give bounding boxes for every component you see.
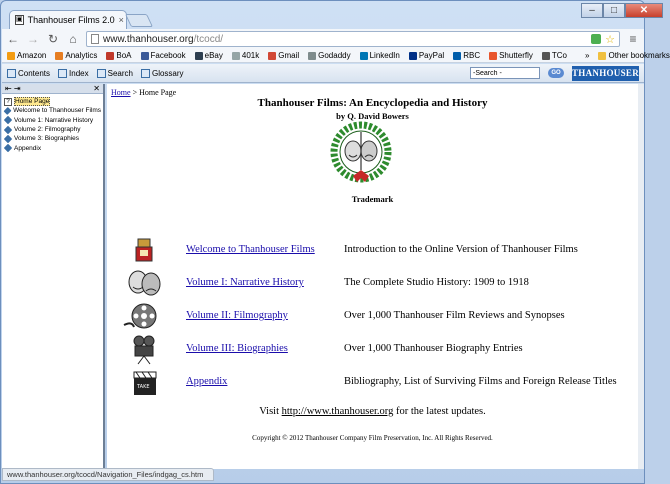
thanhouser-trademark-logo xyxy=(329,120,393,186)
toc-item-label: Appendix xyxy=(14,144,42,152)
book-icon xyxy=(4,116,12,124)
bookmark-paypal[interactable] xyxy=(409,51,444,60)
svg-text:TAKE: TAKE xyxy=(137,384,150,390)
bookmark-label: RBC xyxy=(463,51,481,60)
maximize-button[interactable]: □ xyxy=(603,3,625,18)
bookmark-analytics[interactable] xyxy=(55,51,97,60)
menu-icon[interactable]: ≡ xyxy=(629,32,637,46)
toc-item-label: Volume 3: Biographies xyxy=(14,135,80,143)
bookmark-favicon-icon xyxy=(542,52,550,60)
bookmark-401k[interactable] xyxy=(232,51,259,60)
sidebar-header xyxy=(2,84,103,94)
contents-button[interactable] xyxy=(7,69,50,78)
status-bar: www.thanhouser.org/tcocd/Navigation_Files/indgag_cs.htm xyxy=(2,468,214,481)
search-button[interactable] xyxy=(97,69,133,78)
toc-tree xyxy=(2,94,103,156)
bookmark-favicon-icon xyxy=(268,52,276,60)
bookmark-ebay[interactable] xyxy=(195,51,223,60)
tab-title: Thanhouser Films 2.0 xyxy=(27,15,115,25)
book-icon xyxy=(4,135,12,143)
toc-item[interactable] xyxy=(4,116,101,125)
help-toolbar xyxy=(2,64,644,83)
bookmark-label: Amazon xyxy=(17,51,47,60)
bookmark-amazon[interactable] xyxy=(7,51,46,60)
visit-prefix: Visit xyxy=(259,406,282,417)
close-window-button[interactable]: ✕ xyxy=(625,3,663,18)
tab-strip xyxy=(1,1,649,29)
volume-link[interactable]: Appendix xyxy=(186,376,228,387)
volume-description: Over 1,000 Thanhouser Film Reviews and Synopses xyxy=(344,310,565,321)
breadcrumb-home-link[interactable]: Home xyxy=(111,88,131,97)
visit-suffix: for the latest updates. xyxy=(393,406,486,417)
thanhouser-logo: THANHOUSER xyxy=(572,66,639,81)
folder-icon xyxy=(598,52,606,60)
bookmark-label: eBay xyxy=(204,51,223,60)
bookmark-label: TCo xyxy=(551,51,568,60)
go-button[interactable]: GO xyxy=(548,68,564,78)
bookmark-favicon-icon xyxy=(7,52,15,60)
browser-toolbar xyxy=(2,29,644,49)
page-title: Thanhouser Films: An Encyclopedia and History xyxy=(257,97,488,109)
index-label: Index xyxy=(69,68,89,78)
bookmark-favicon-icon xyxy=(308,52,316,60)
search-icon xyxy=(97,69,106,78)
window-controls xyxy=(581,3,663,19)
bookmark-favicon-icon xyxy=(409,52,417,60)
contents-label: Contents xyxy=(18,68,51,78)
search-label: Search xyxy=(107,68,133,78)
back-arrow-icon[interactable]: ← xyxy=(7,32,19,46)
bookmark-favicon-icon xyxy=(106,52,114,60)
vertical-scrollbar[interactable] xyxy=(638,84,644,469)
volume-entry xyxy=(107,369,638,395)
other-bookmarks[interactable] xyxy=(598,51,669,60)
page-author: by Q. David Bowers xyxy=(336,111,409,121)
glossary-button[interactable] xyxy=(141,69,184,78)
visit-line xyxy=(107,406,638,417)
volume-entry xyxy=(107,303,638,329)
new-tab-button[interactable] xyxy=(125,14,153,27)
home-icon[interactable]: ⌂ xyxy=(69,32,77,46)
volume-entry xyxy=(107,237,638,263)
bookmark-boa[interactable] xyxy=(106,51,131,60)
toc-item-label: Volume 1: Narrative History xyxy=(14,116,94,124)
bookmark-label: 401k xyxy=(241,51,260,60)
search-input[interactable] xyxy=(470,67,540,79)
other-bookmarks-label: Other bookmarks xyxy=(608,51,670,60)
minimize-button[interactable]: – xyxy=(581,3,603,18)
close-sidebar-icon[interactable]: ✕ xyxy=(93,84,100,93)
trademark-label: Trademark xyxy=(351,194,394,204)
bookmark-label: BoA xyxy=(116,51,132,60)
book-icon xyxy=(4,107,12,115)
forward-arrow-icon[interactable]: → xyxy=(27,32,39,46)
bookmark-facebook[interactable] xyxy=(141,51,186,60)
glossary-icon xyxy=(141,69,150,78)
toc-item-label: Welcome to Thanhouser Films xyxy=(13,107,101,115)
bookmark-label: Godaddy xyxy=(318,51,351,60)
breadcrumb-current: > Home Page xyxy=(130,88,177,97)
volume-description: Introduction to the Online Version of Thanhouser Films xyxy=(344,244,578,255)
bookmark-label: Shutterfly xyxy=(499,51,533,60)
bookmark-tco[interactable] xyxy=(542,51,567,60)
clapperboard-icon[interactable] xyxy=(122,367,166,397)
index-button[interactable] xyxy=(58,69,89,78)
breadcrumb xyxy=(111,88,176,97)
book-icon xyxy=(4,144,12,152)
toc-item[interactable] xyxy=(4,125,101,134)
bookmark-linkedin[interactable] xyxy=(360,51,400,60)
movie-camera-icon[interactable] xyxy=(122,334,166,364)
bookmark-favicon-icon xyxy=(141,52,149,60)
volume-description: The Complete Studio History: 1909 to 1918 xyxy=(344,277,529,288)
reload-icon[interactable]: ↻ xyxy=(47,32,59,46)
bookmark-favicon-icon xyxy=(489,52,497,60)
volume-entry xyxy=(107,270,638,296)
website-link[interactable]: http://www.thanhouser.org xyxy=(281,406,394,417)
bookmark-favicon-icon xyxy=(195,52,203,60)
bookmark-label: Gmail xyxy=(278,51,300,60)
toc-sidebar xyxy=(2,84,105,469)
bookmark-godaddy[interactable] xyxy=(308,51,350,60)
projector-icon[interactable] xyxy=(122,235,166,265)
glossary-label: Glossary xyxy=(151,68,184,78)
volume-link[interactable]: Welcome to Thanhouser Films xyxy=(186,244,315,255)
copyright-notice: Copyright © 2012 Thanhouser Company Film Preservation, Inc. All Rights Reserved. xyxy=(252,434,493,442)
bookmark-favicon-icon xyxy=(55,52,63,60)
film-reel-icon[interactable] xyxy=(122,301,166,331)
browser-tab[interactable] xyxy=(9,10,127,29)
book-icon xyxy=(4,125,12,133)
toc-item-label: Volume 2: Filmography xyxy=(14,126,81,134)
bookmark-rbc[interactable] xyxy=(453,51,480,60)
star-icon[interactable]: ☆ xyxy=(605,33,615,46)
extension-icon[interactable] xyxy=(591,34,601,44)
bookmark-favicon-icon xyxy=(453,52,461,60)
contents-icon xyxy=(7,69,16,78)
bookmark-shutterfly[interactable] xyxy=(489,51,533,60)
bookmark-favicon-icon xyxy=(232,52,240,60)
sync-toc-icon[interactable]: ⇤ ⇥ xyxy=(5,84,21,93)
toc-item-label: Home Page xyxy=(15,98,50,106)
toc-item[interactable] xyxy=(4,143,101,152)
tab-close-icon[interactable]: × xyxy=(118,15,124,25)
bookmark-gmail[interactable] xyxy=(268,51,299,60)
help-page-icon: ? xyxy=(4,98,12,106)
toc-item[interactable] xyxy=(4,106,101,115)
bookmark-favicon-icon xyxy=(360,52,368,60)
bookmark-label: PayPal xyxy=(418,51,445,60)
address-bar[interactable] xyxy=(86,31,620,47)
volume-description: Over 1,000 Thanhouser Biography Entries xyxy=(344,343,523,354)
page-favicon-icon: ▣ xyxy=(16,16,23,23)
volume-entry xyxy=(107,336,638,362)
volume-link[interactable]: Volume I: Narrative History xyxy=(186,277,304,288)
toc-item[interactable] xyxy=(4,134,101,143)
address-url[interactable]: www.thanhouser.org/tcocd/ xyxy=(103,33,224,45)
theater-masks-icon[interactable] xyxy=(122,268,166,298)
volume-link[interactable]: Volume III: Biographies xyxy=(186,343,288,354)
main-content xyxy=(107,84,638,469)
bookmark-label: Analytics xyxy=(65,51,98,60)
volume-link[interactable]: Volume II: Filmography xyxy=(186,310,288,321)
toc-item[interactable] xyxy=(4,97,101,106)
bookmarks-overflow[interactable]: » xyxy=(585,51,590,60)
bookmark-label: LinkedIn xyxy=(369,51,400,60)
page-icon xyxy=(91,34,99,44)
bookmark-label: Facebook xyxy=(150,51,186,60)
index-icon xyxy=(58,69,67,78)
volume-description: Bibliography, List of Surviving Films and Foreign Release Titles xyxy=(344,376,617,387)
bookmarks-bar xyxy=(2,49,670,63)
